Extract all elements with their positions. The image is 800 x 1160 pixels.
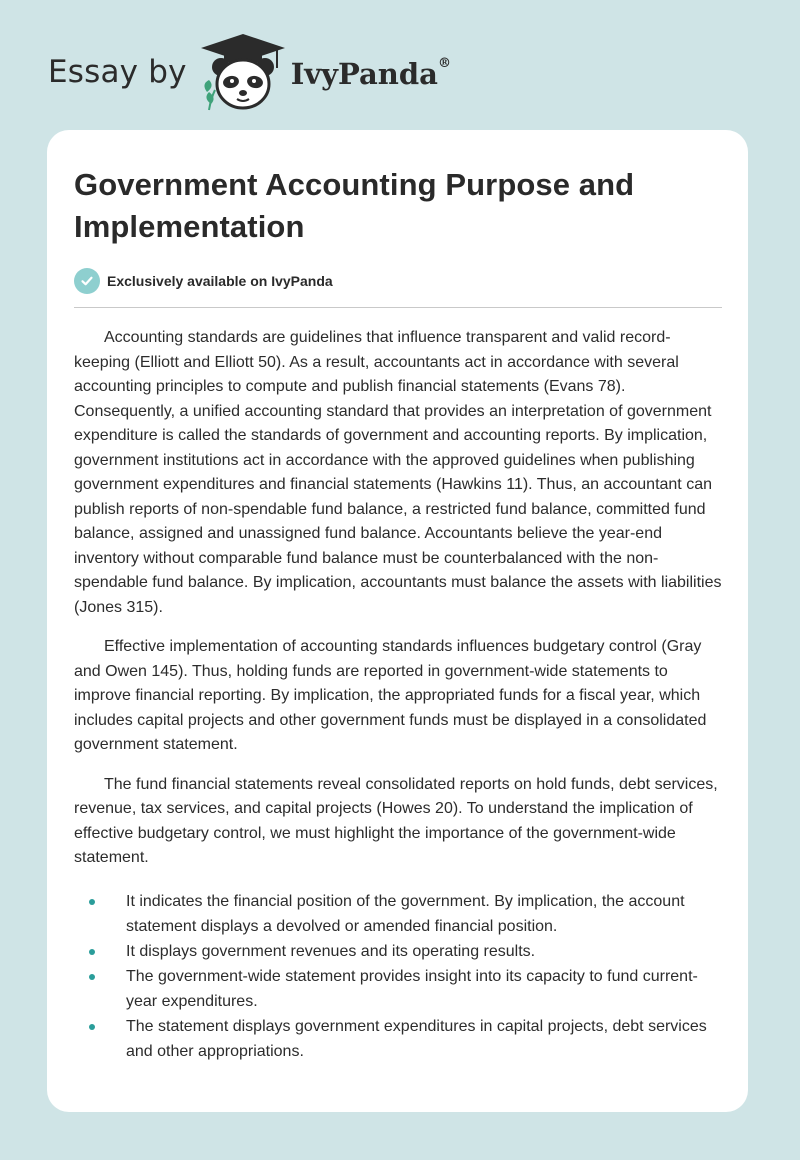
paragraph: Accounting standards are guidelines that influence transparent and valid record-keeping (Elliott and Elliott 50). As a result, accountants act in accordance with several accounting principles to compute and publish financial statements (Evans 78). Consequently, a unified accounting standard that provides an interpretation of government expenditure is called the standards of government and accounting reports. By implication, government institutions act in accordance with the approved guidelines when publishing government expenditures and financial statements (Hawkins 11). Thus, an accountant can publish reports of non-spendable fund balance, a restricted fund balance, committed fund balance, assigned and unassigned fund balance. Accountants believe the year-end inventory without comparable fund balance must be counterbalanced with the non-spendable fund balance. By implication, accountants must balance the assets with liabilities (Jones 315). <box>74 329 722 616</box>
bullet-list <box>74 889 722 1064</box>
check-icon <box>74 268 100 294</box>
essay-card <box>47 130 748 1112</box>
paragraph: Effective implementation of accounting standards influences budgetary control (Gray and Owen 145). Thus, holding funds are reported in government-wide statements to improve financial reporting. By implication, the appropriated funds for a fiscal year, which includes capital projects and other government funds must be displayed in a consolidated government statement. <box>74 638 707 753</box>
brand-header <box>48 32 451 112</box>
list-item: It displays government revenues and its operating results. <box>74 939 722 964</box>
panda-graduate-icon <box>197 32 289 112</box>
essay-body <box>74 326 722 1064</box>
exclusive-badge <box>74 267 722 295</box>
brand-name: IvyPanda® <box>290 56 451 91</box>
page-title: Government Accounting Purpose and Implementation <box>74 167 635 244</box>
brand-prefix: Essay by <box>48 54 187 90</box>
paragraph: The fund financial statements reveal consolidated reports on hold funds, debt services, revenue, tax services, and capital projects (Howes 20). To understand the implication of effective budgetary control, we must highlight the importance of the government-wide statement. <box>74 775 718 866</box>
exclusive-label: Exclusively available on IvyPanda <box>107 273 333 289</box>
trademark-symbol: ® <box>437 56 451 72</box>
divider <box>74 307 722 308</box>
list-item: The government-wide statement provides insight into its capacity to fund current-year expenditures. <box>74 964 722 1014</box>
list-item: The statement displays government expenditures in capital projects, debt services and other appropriations. <box>74 1014 722 1064</box>
list-item: It indicates the financial position of the government. By implication, the account statement displays a devolved or amended financial position. <box>74 889 722 939</box>
